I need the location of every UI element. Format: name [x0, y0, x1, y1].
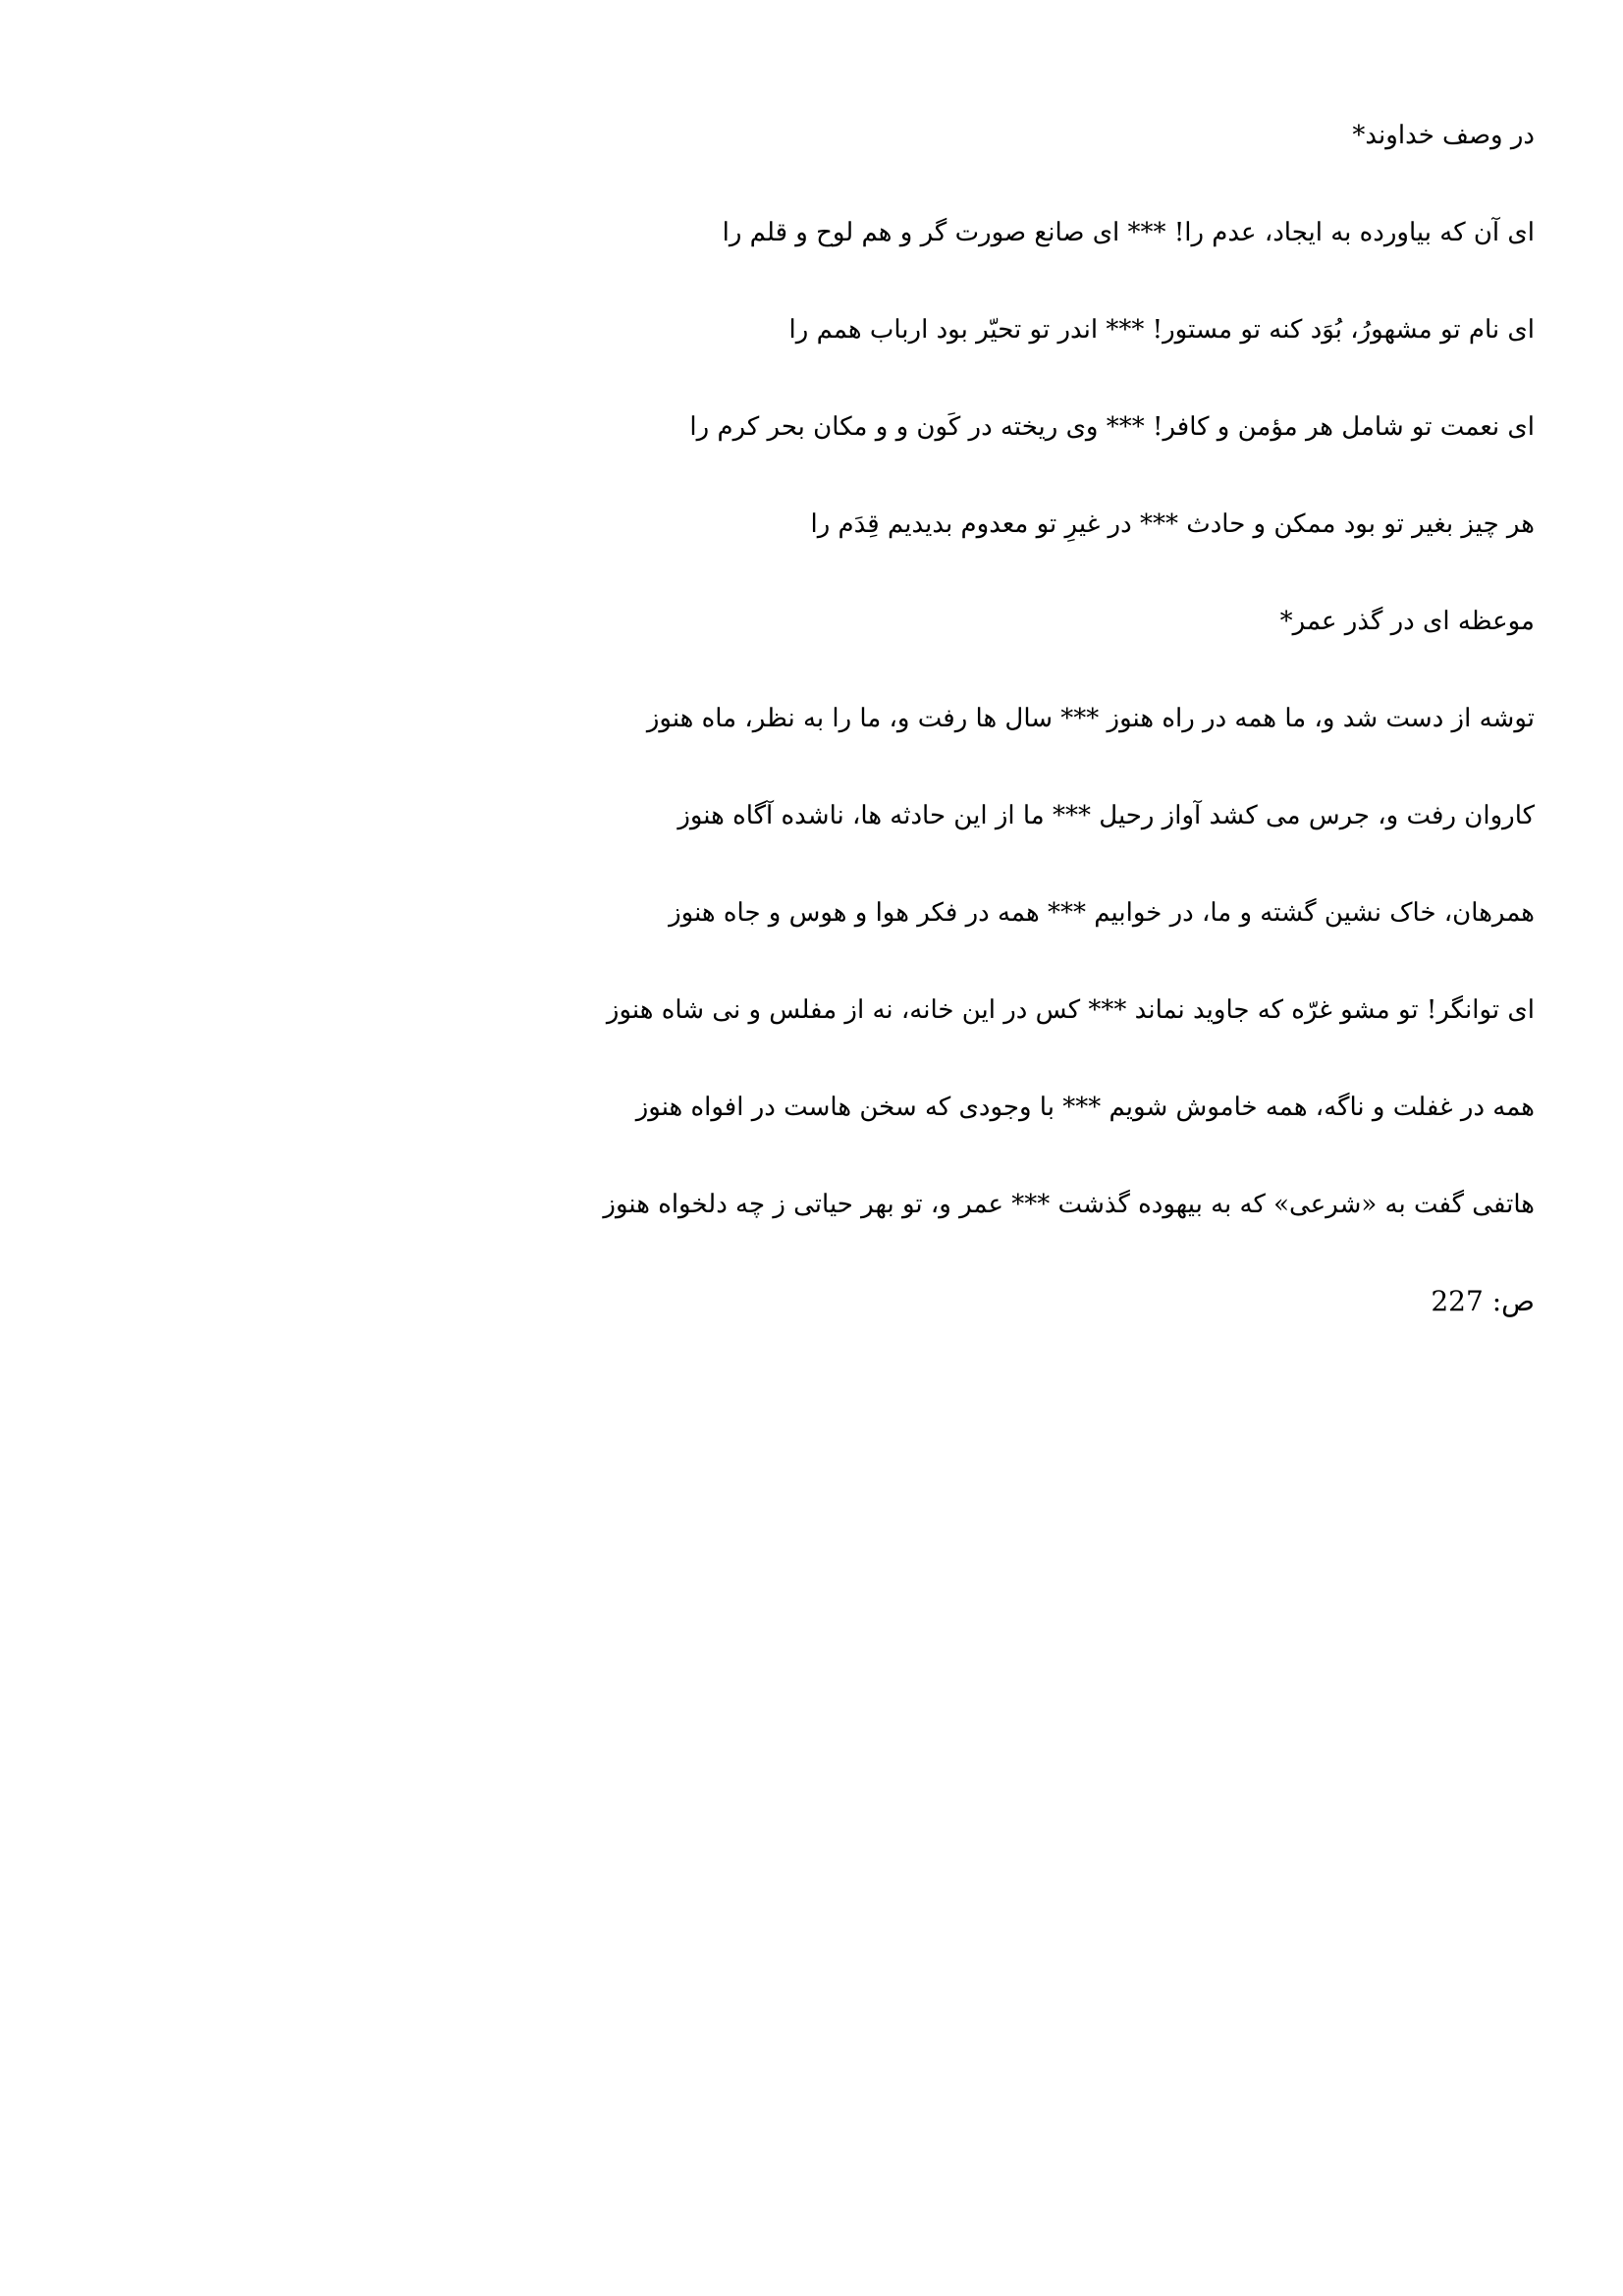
- verse-line: هاتفی گفت به «شرعی» که به بیهوده گذشت *** عمر و، تو بهر حیاتی ز چه دلخواه هنوز: [603, 1190, 1535, 1219]
- verse-line: توشه از دست شد و، ما همه در راه هنوز *** سال ها رفت و، ما را به نظر، ماه هنوز: [646, 704, 1535, 733]
- verse-line: کاروان رفت و، جرس می کشد آواز رحیل *** ما از این حادثه ها، ناشده آگاه هنوز: [677, 801, 1535, 830]
- page-number: ص: 227: [1431, 1285, 1535, 1317]
- verse-line: همرهان، خاک نشین گشته و ما، در خوابیم *** همه در فکر هوا و هوس و جاه هنوز: [669, 898, 1535, 928]
- verse-line: ای توانگر! تو مشو غرّه که جاوید نماند *** کس در این خانه، نه از مفلس و نی شاه هنوز: [606, 995, 1535, 1025]
- poem-text-block: [553, 116, 1535, 1321]
- verse-line: همه در غفلت و ناگه، همه خاموش شویم *** با وجودی که سخن هاست در افواه هنوز: [635, 1093, 1535, 1122]
- section-heading: در وصف خداوند*: [1352, 121, 1535, 150]
- section-heading: موعظه ای در گذر عمر*: [1279, 607, 1535, 636]
- verse-line: ای آن که بیاورده به ایجاد، عدم را! *** ای صانع صورت گر و هم لوح و قلم را: [722, 218, 1535, 247]
- verse-line: ای نام تو مشهورُ، بُوَد کنه تو مستور! *** اندر تو تحیّر بود ارباب همم را: [788, 315, 1535, 345]
- verse-line: ای نعمت تو شامل هر مؤمن و کافر! *** وی ریخته در کَون و و مکان بحر کرم را: [689, 412, 1535, 442]
- verse-line: هر چیز بغیر تو بود ممکن و حادث *** در غیرِ تو معدوم بدیدیم قِدَم را: [810, 509, 1535, 539]
